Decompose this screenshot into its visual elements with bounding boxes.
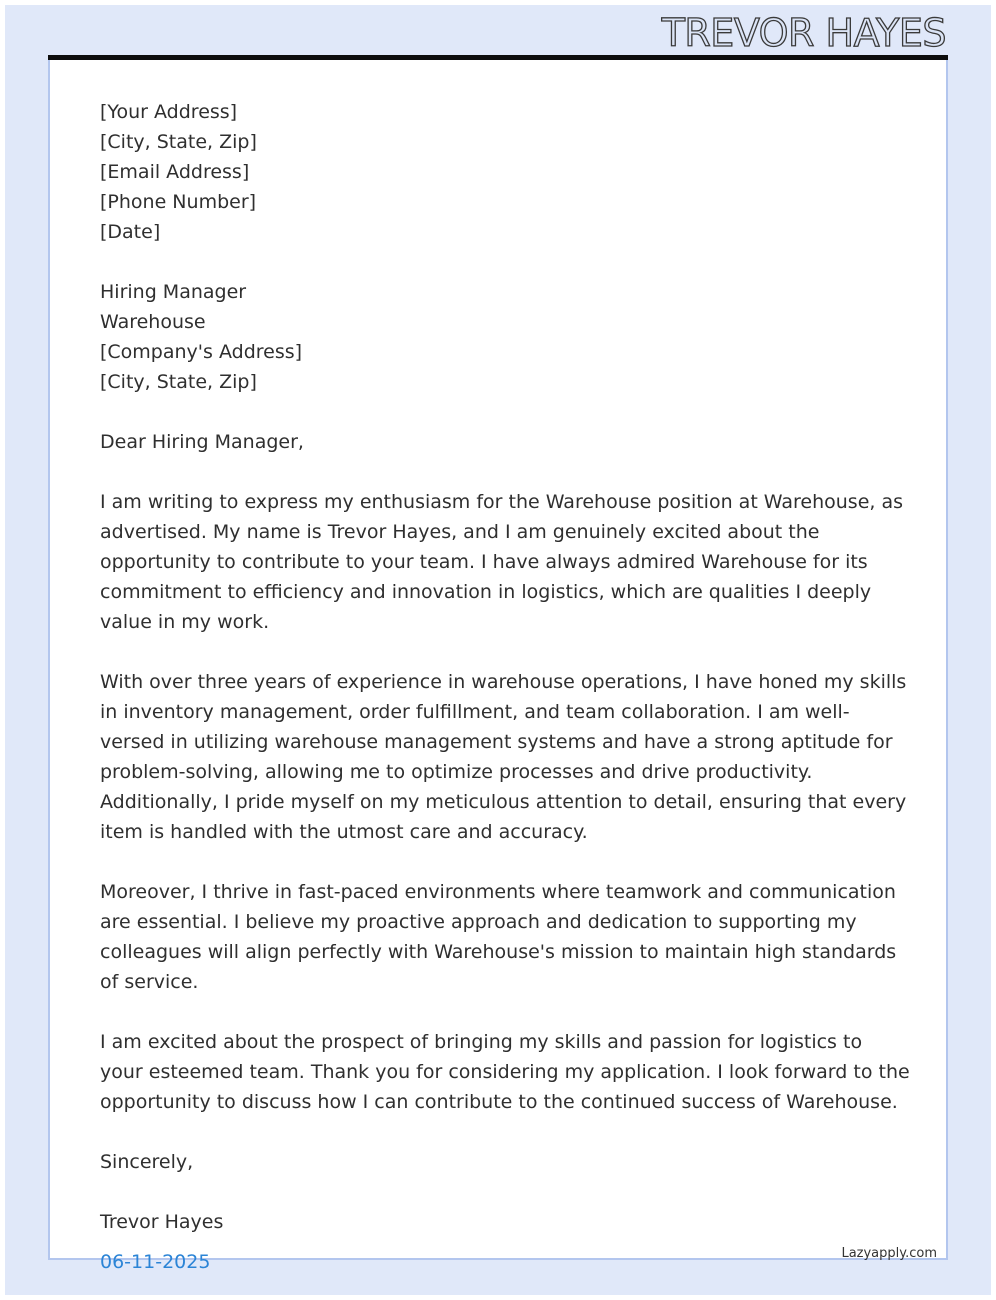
- recipient-address: [Company's Address]: [100, 341, 303, 363]
- sender-date: [Date]: [100, 221, 161, 243]
- recipient-block: [100, 277, 910, 397]
- closing: Sincerely,: [100, 1151, 194, 1173]
- paragraph-teamwork: Moreover, I thrive in fast-paced environments where teamwork and communication are essential. I believe my proactive approach and dedication to supporting my colleagues will align perfectly with Warehouse's mission to maintain high standards of service.: [100, 881, 897, 993]
- sender-block: [100, 97, 910, 247]
- sender-city-state-zip: [City, State, Zip]: [100, 131, 257, 153]
- footer-brand: Lazyapply.com: [841, 1246, 937, 1261]
- signature-name: Trevor Hayes: [100, 1211, 224, 1233]
- paragraph-experience: With over three years of experience in warehouse operations, I have honed my skills in inventory management, order fulfillment, and team collaboration. I am well-versed in utilizing warehouse management systems and have a strong aptitude for problem-solving, allowing me to optimize processes and drive productivity. Additionally, I pride myself on my meticulous attention to detail, ensuring that every item is handled with the utmost care and accuracy.: [100, 671, 907, 843]
- recipient-city-state-zip: [City, State, Zip]: [100, 371, 257, 393]
- header-name: TREVOR HAYES: [661, 11, 946, 55]
- sender-email: [Email Address]: [100, 161, 250, 183]
- sender-phone: [Phone Number]: [100, 191, 257, 213]
- letter-body: [100, 97, 910, 1277]
- sender-address: [Your Address]: [100, 101, 238, 123]
- paragraph-closing: I am excited about the prospect of bringing my skills and passion for logistics to your esteemed team. Thank you for considering my application. I look forward to the opportunity to discuss how I can contribute to the continued success of Warehouse.: [100, 1031, 910, 1113]
- signed-date: 06-11-2025: [100, 1251, 211, 1273]
- recipient-title: Hiring Manager: [100, 281, 247, 303]
- paragraph-intro: I am writing to express my enthusiasm for the Warehouse position at Warehouse, as advertised. My name is Trevor Hayes, and I am genuinely excited about the opportunity to contribute to your team. I have always admired Warehouse for its commitment to efficiency and innovation in logistics, which are qualities I deeply value in my work.: [100, 491, 904, 633]
- recipient-company: Warehouse: [100, 311, 206, 333]
- salutation: Dear Hiring Manager,: [100, 431, 304, 453]
